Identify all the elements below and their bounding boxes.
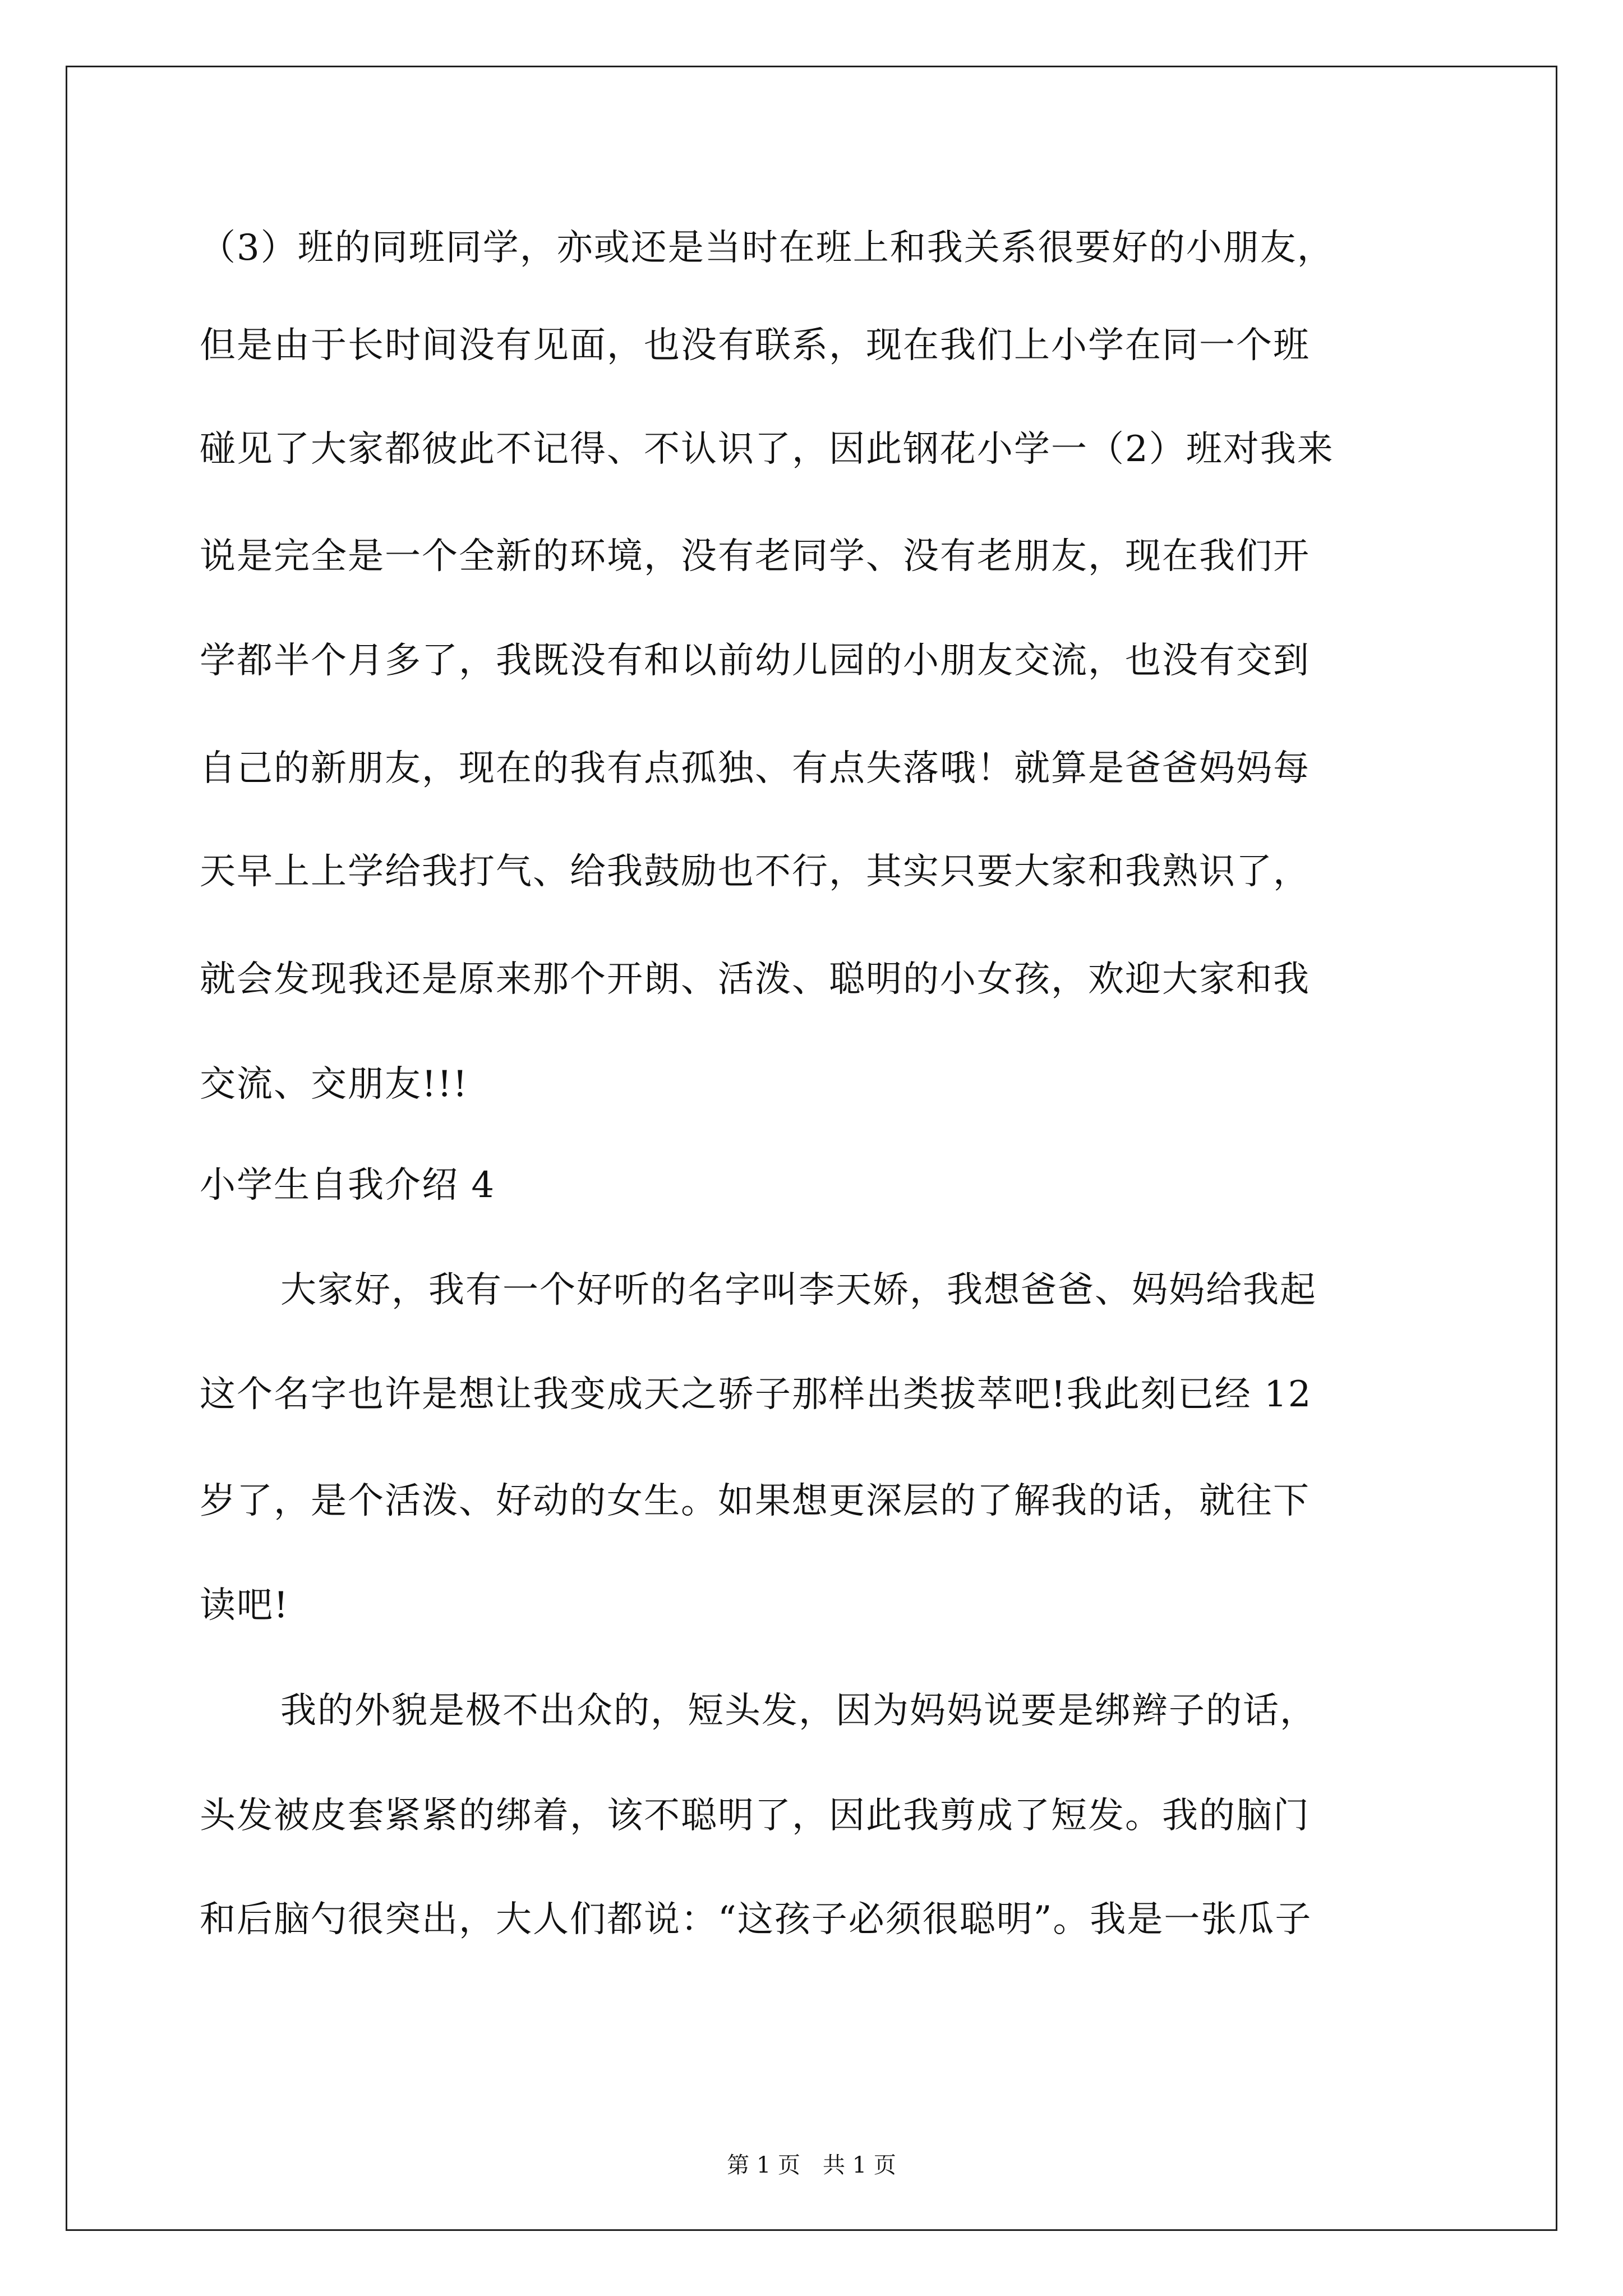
paragraph-line: （3）班的同班同学，亦或还是当时在班上和我关系很要好的小朋友， [200, 227, 1334, 269]
section-heading: 小学生自我介绍 4 [200, 1165, 496, 1206]
paragraph-line: 说是完全是一个全新的环境，没有老同学、没有老朋友，现在我们开 [200, 536, 1310, 577]
paragraph-line: 交流、交朋友!!! [200, 1064, 469, 1105]
paragraph-line: 自己的新朋友，现在的我有点孤独、有点失落哦！就算是爸爸妈妈每 [200, 748, 1310, 789]
paragraph-line: 大家好，我有一个好听的名字叫李天娇，我想爸爸、妈妈给我起 [280, 1269, 1317, 1311]
paragraph-line: 读吧! [200, 1585, 289, 1626]
paragraph-line: 碰见了大家都彼此不记得、不认识了，因此钢花小学一（2）班对我来 [200, 429, 1334, 470]
paragraph-line: 但是由于长时间没有见面，也没有联系，现在我们上小学在同一个班 [200, 325, 1310, 366]
paragraph-line: 岁了，是个活泼、好动的女生。如果想更深层的了解我的话，就往下 [200, 1480, 1310, 1522]
paragraph-line: 我的外貌是极不出众的，短头发，因为妈妈说要是绑辫子的话， [280, 1690, 1317, 1732]
paragraph-line: 和后脑勺很突出，大人们都说：“这孩子必须很聪明”。我是一张瓜子 [200, 1899, 1312, 1940]
paragraph-line: 天早上上学给我打气、给我鼓励也不行，其实只要大家和我熟识了， [200, 851, 1310, 892]
paragraph-line: 就会发现我还是原来那个开朗、活泼、聪明的小女孩，欢迎大家和我 [200, 959, 1310, 1000]
paragraph-line: 这个名字也许是想让我变成天之骄子那样出类拔萃吧!我此刻已经 12 [200, 1374, 1312, 1415]
paragraph-line: 学都半个月多了，我既没有和以前幼儿园的小朋友交流，也没有交到 [200, 640, 1310, 682]
page-footer: 第 1 页 共 1 页 [727, 2152, 896, 2178]
paragraph-line: 头发被皮套紧紧的绑着，该不聪明了，因此我剪成了短发。我的脑门 [200, 1795, 1310, 1837]
